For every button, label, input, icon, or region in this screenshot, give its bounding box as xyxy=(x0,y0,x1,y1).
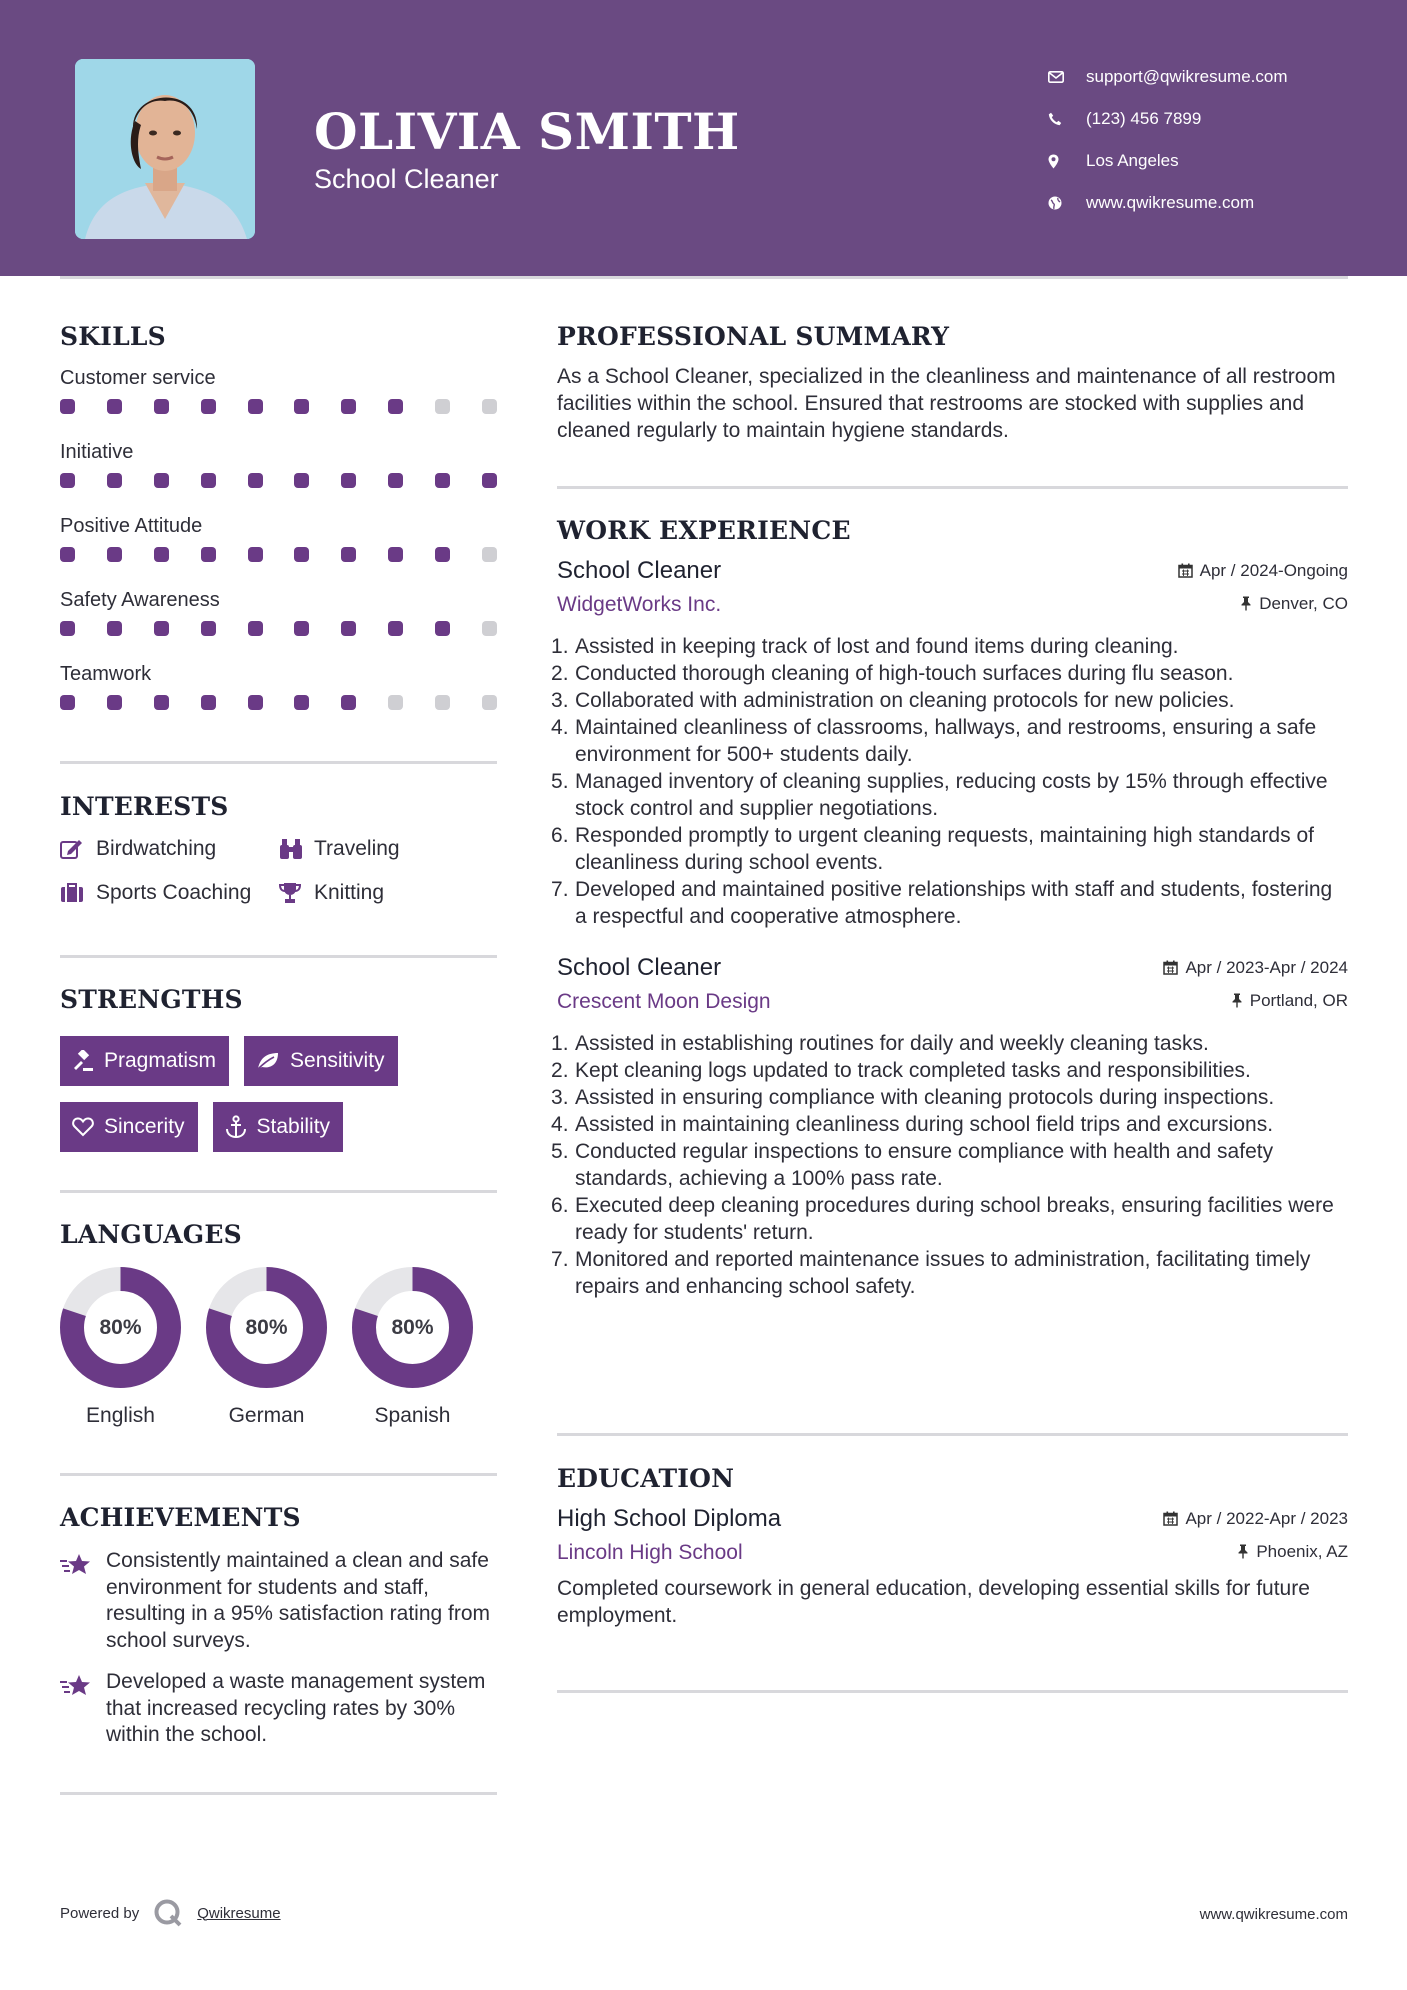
language-name: Spanish xyxy=(374,1404,451,1427)
rating-dot-filled xyxy=(294,547,309,562)
rating-dot-empty xyxy=(482,547,497,562)
binoculars-icon xyxy=(278,838,314,860)
interest-label: Traveling xyxy=(314,837,400,860)
rating-dot-filled xyxy=(107,547,122,562)
languages-section xyxy=(60,1220,497,1428)
skill-name: Customer service xyxy=(60,367,216,389)
rating-dot-filled xyxy=(154,473,169,488)
education-entry xyxy=(557,1505,1348,1629)
divider xyxy=(60,1473,497,1476)
rating-dot-filled xyxy=(107,399,122,414)
calendar-icon xyxy=(1178,563,1193,578)
interest-item xyxy=(278,879,497,907)
job-bullet: Assisted in ensuring compliance with cleaning protocols during inspections. xyxy=(575,1086,1275,1109)
education-dates-text: Apr / 2022-Apr / 2023 xyxy=(1185,1508,1348,1528)
job-dates xyxy=(1178,561,1348,581)
education-dates xyxy=(1163,1509,1348,1529)
contact-location xyxy=(1048,140,1288,182)
contact-list xyxy=(1048,56,1288,224)
language-donut xyxy=(60,1267,181,1388)
job-bullet: Assisted in keeping track of lost and found items during cleaning. xyxy=(575,635,1179,658)
interest-item xyxy=(278,835,497,863)
education-section xyxy=(557,1464,1348,1629)
language-item xyxy=(206,1267,327,1428)
language-percent: 80% xyxy=(99,1315,142,1339)
languages-list xyxy=(60,1267,497,1428)
skill-rating xyxy=(60,615,497,659)
rating-dot-filled xyxy=(341,621,356,636)
qwikresume-link[interactable]: Qwikresume xyxy=(197,1904,281,1922)
rating-dot-filled xyxy=(482,473,497,488)
rating-dot-filled xyxy=(201,547,216,562)
skill-rating xyxy=(60,393,497,437)
rating-dot-empty xyxy=(435,399,450,414)
divider xyxy=(60,1792,497,1795)
job-bullet: Kept cleaning logs updated to track completed tasks and responsibilities. xyxy=(575,1059,1251,1082)
job-bullet: Maintained cleanliness of classrooms, hallways, and restrooms, ensuring a safe environment for 500+ students daily. xyxy=(575,716,1317,766)
skill-rating xyxy=(60,689,497,733)
calendar-icon xyxy=(1163,1511,1178,1526)
job-bullet: Conducted regular inspections to ensure compliance with health and safety standards, achieving a 100% pass rate. xyxy=(575,1140,1274,1190)
languages-heading: LANGUAGES xyxy=(60,1220,242,1249)
contact-website[interactable] xyxy=(1048,182,1288,224)
footer-website[interactable]: www.qwikresume.com xyxy=(1199,1906,1348,1923)
job-location-text: Denver, CO xyxy=(1259,593,1348,613)
envelope-icon xyxy=(1048,71,1086,83)
skill-rating xyxy=(60,541,497,585)
job-bullet: Collaborated with administration on cleaning protocols for new policies. xyxy=(575,689,1235,712)
rating-dot-filled xyxy=(294,399,309,414)
rating-dot-filled xyxy=(388,473,403,488)
rating-dot-filled xyxy=(248,473,263,488)
language-name: English xyxy=(86,1404,155,1427)
job-location-text: Portland, OR xyxy=(1249,990,1348,1010)
rating-dot-filled xyxy=(435,473,450,488)
divider xyxy=(60,761,497,764)
divider xyxy=(557,486,1348,489)
language-item xyxy=(60,1267,181,1428)
job-dates-text: Apr / 2024-Ongoing xyxy=(1199,560,1348,580)
rating-dot-filled xyxy=(107,473,122,488)
strength-tag xyxy=(213,1102,344,1152)
job-title: School Cleaner xyxy=(557,557,722,584)
globe-icon xyxy=(1048,196,1086,210)
company-name: Crescent Moon Design xyxy=(557,990,771,1013)
rating-dot-filled xyxy=(248,621,263,636)
interest-label: Knitting xyxy=(314,881,385,904)
job-title: School Cleaner xyxy=(557,954,722,981)
skill-name: Positive Attitude xyxy=(60,515,203,537)
candidate-name: OLIVIA SMITH xyxy=(314,102,740,161)
language-donut xyxy=(206,1267,327,1388)
rating-dot-filled xyxy=(388,399,403,414)
rating-dot-filled xyxy=(248,695,263,710)
rating-dot-filled xyxy=(201,621,216,636)
rating-dot-filled xyxy=(60,695,75,710)
experience-heading: WORK EXPERIENCE xyxy=(557,516,851,545)
skill-name: Safety Awareness xyxy=(60,589,220,611)
rating-dot-filled xyxy=(341,399,356,414)
language-name: German xyxy=(228,1404,305,1427)
interests-list xyxy=(60,835,497,907)
powered-by-label: Powered by xyxy=(60,1904,140,1922)
job-dates-text: Apr / 2023-Apr / 2024 xyxy=(1185,957,1348,977)
rating-dot-filled xyxy=(388,547,403,562)
rating-dot-filled xyxy=(107,695,122,710)
rating-dot-filled xyxy=(154,621,169,636)
job-bullet: Executed deep cleaning procedures during school breaks, ensuring facilities were ready for students' return. xyxy=(575,1194,1334,1244)
calendar-icon xyxy=(1163,960,1178,975)
rating-dot-filled xyxy=(248,547,263,562)
job-bullet: Assisted in maintaining cleanliness during school field trips and excursions. xyxy=(575,1113,1274,1136)
gavel-icon xyxy=(72,1050,94,1072)
skills-heading: SKILLS xyxy=(60,322,166,351)
strength-label: Pragmatism xyxy=(104,1049,217,1072)
achievement-text: Developed a waste management system that increased recycling rates by 30% within the school. xyxy=(106,1669,486,1747)
rating-dot-filled xyxy=(435,547,450,562)
achievements-heading: ACHIEVEMENTS xyxy=(60,1503,301,1532)
language-item xyxy=(352,1267,473,1428)
skills-list xyxy=(60,363,497,733)
company-name: WidgetWorks Inc. xyxy=(557,593,722,616)
summary-heading: PROFESSIONAL SUMMARY xyxy=(557,322,950,351)
job-location xyxy=(1231,991,1348,1011)
language-donut xyxy=(352,1267,473,1388)
rating-dot-filled xyxy=(341,473,356,488)
footer-powered-by xyxy=(60,1898,281,1928)
language-percent: 80% xyxy=(391,1315,434,1339)
contact-location-text: Los Angeles xyxy=(1086,151,1179,170)
job-bullet: Managed inventory of cleaning supplies, reducing costs by 15% through effective stock control and supplier negotiations. xyxy=(575,770,1328,820)
language-percent: 80% xyxy=(245,1315,288,1339)
contact-phone-text: (123) 456 7899 xyxy=(1086,109,1202,128)
rating-dot-filled xyxy=(248,399,263,414)
education-location xyxy=(1237,1542,1348,1562)
achievement-text: Consistently maintained a clean and safe environment for students and staff, resulting in a 95% satisfaction rating from school surveys. xyxy=(106,1549,491,1653)
rating-dot-empty xyxy=(482,621,497,636)
leaf-icon xyxy=(256,1051,280,1071)
experience-section xyxy=(557,516,1348,1300)
rating-dot-empty xyxy=(482,695,497,710)
rating-dot-filled xyxy=(60,399,75,414)
job-dates xyxy=(1163,958,1348,978)
shooting-star-icon xyxy=(60,1669,106,1749)
job-bullets xyxy=(557,1030,1348,1300)
rating-dot-empty xyxy=(388,695,403,710)
candidate-title: School Cleaner xyxy=(314,164,499,194)
strength-tag xyxy=(60,1036,229,1086)
job-bullet: Monitored and reported maintenance issues to administration, facilitating timely repairs and enhancing school safety. xyxy=(575,1248,1311,1298)
contact-email-text: support@qwikresume.com xyxy=(1086,67,1288,86)
strength-label: Sensitivity xyxy=(290,1049,385,1072)
trophy-icon xyxy=(278,882,314,904)
job-bullet: Conducted thorough cleaning of high-touch surfaces during flu season. xyxy=(575,662,1234,685)
divider xyxy=(557,1690,1348,1693)
rating-dot-filled xyxy=(107,621,122,636)
rating-dot-filled xyxy=(294,695,309,710)
rating-dot-filled xyxy=(154,695,169,710)
rating-dot-filled xyxy=(154,547,169,562)
interests-heading: INTERESTS xyxy=(60,792,229,821)
rating-dot-filled xyxy=(294,621,309,636)
rating-dot-filled xyxy=(341,695,356,710)
strengths-list xyxy=(60,1036,497,1152)
strength-label: Stability xyxy=(256,1115,331,1138)
divider xyxy=(60,1190,497,1193)
job-bullet: Developed and maintained positive relationships with staff and students, fostering a respectful and cooperative atmosphere. xyxy=(575,878,1333,928)
rating-dot-empty xyxy=(482,399,497,414)
degree-title: High School Diploma xyxy=(557,1505,782,1532)
divider xyxy=(557,1433,1348,1436)
strength-label: Sincerity xyxy=(104,1115,185,1138)
achievement-item xyxy=(60,1669,497,1749)
skill-name: Initiative xyxy=(60,441,134,463)
rating-dot-filled xyxy=(388,621,403,636)
anchor-icon xyxy=(225,1115,247,1139)
edit-icon xyxy=(60,838,96,860)
pushpin-icon xyxy=(1237,1544,1249,1559)
rating-dot-filled xyxy=(201,695,216,710)
skills-section xyxy=(60,322,497,733)
header-divider xyxy=(60,276,1348,279)
job-entry xyxy=(557,557,1348,930)
school-name: Lincoln High School xyxy=(557,1541,743,1564)
rating-dot-filled xyxy=(435,621,450,636)
qwikresume-logo-icon xyxy=(153,1898,183,1928)
job-bullet: Assisted in establishing routines for daily and weekly cleaning tasks. xyxy=(575,1032,1209,1055)
pushpin-icon xyxy=(1240,596,1252,611)
interest-item xyxy=(60,879,278,907)
pushpin-icon xyxy=(1231,993,1243,1008)
contact-website-text: www.qwikresume.com xyxy=(1086,193,1255,212)
interests-section xyxy=(60,792,497,907)
job-entry xyxy=(557,954,1348,1300)
strengths-section xyxy=(60,985,497,1152)
summary-text: As a School Cleaner, specialized in the cleanliness and maintenance of all restroom facilities within the school. Ensured that restrooms are stocked with supplies and cleaned regularly to maintain hygiene standards. xyxy=(557,365,1336,442)
briefcase-icon xyxy=(60,883,96,903)
shooting-star-icon xyxy=(60,1548,106,1655)
heart-icon xyxy=(72,1117,94,1137)
contact-email[interactable] xyxy=(1048,56,1288,98)
skill-rating xyxy=(60,467,497,511)
rating-dot-filled xyxy=(201,399,216,414)
rating-dot-filled xyxy=(60,473,75,488)
skill-name: Teamwork xyxy=(60,663,152,685)
rating-dot-filled xyxy=(60,621,75,636)
education-description: Completed coursework in general education, developing essential skills for future employment. xyxy=(557,1577,1310,1627)
rating-dot-filled xyxy=(201,473,216,488)
education-heading: EDUCATION xyxy=(557,1464,735,1493)
education-location-text: Phoenix, AZ xyxy=(1256,1541,1348,1561)
contact-phone[interactable] xyxy=(1048,98,1288,140)
job-bullet: Responded promptly to urgent cleaning requests, maintaining high standards of cleanliness during school events. xyxy=(575,824,1314,874)
rating-dot-filled xyxy=(60,547,75,562)
interest-label: Sports Coaching xyxy=(96,881,252,904)
interest-label: Birdwatching xyxy=(96,837,217,860)
achievement-item xyxy=(60,1548,497,1655)
divider xyxy=(60,955,497,958)
achievements-section xyxy=(60,1503,497,1749)
rating-dot-empty xyxy=(435,695,450,710)
rating-dot-filled xyxy=(341,547,356,562)
rating-dot-filled xyxy=(294,473,309,488)
job-location xyxy=(1240,594,1348,614)
interest-item xyxy=(60,835,278,863)
summary-section xyxy=(557,322,1348,444)
strength-tag xyxy=(244,1036,398,1086)
job-bullets xyxy=(557,633,1348,930)
phone-icon xyxy=(1048,112,1086,126)
profile-photo xyxy=(75,59,255,239)
rating-dot-filled xyxy=(154,399,169,414)
map-pin-icon xyxy=(1048,154,1086,169)
strength-tag xyxy=(60,1102,198,1152)
strengths-heading: STRENGTHS xyxy=(60,985,243,1014)
